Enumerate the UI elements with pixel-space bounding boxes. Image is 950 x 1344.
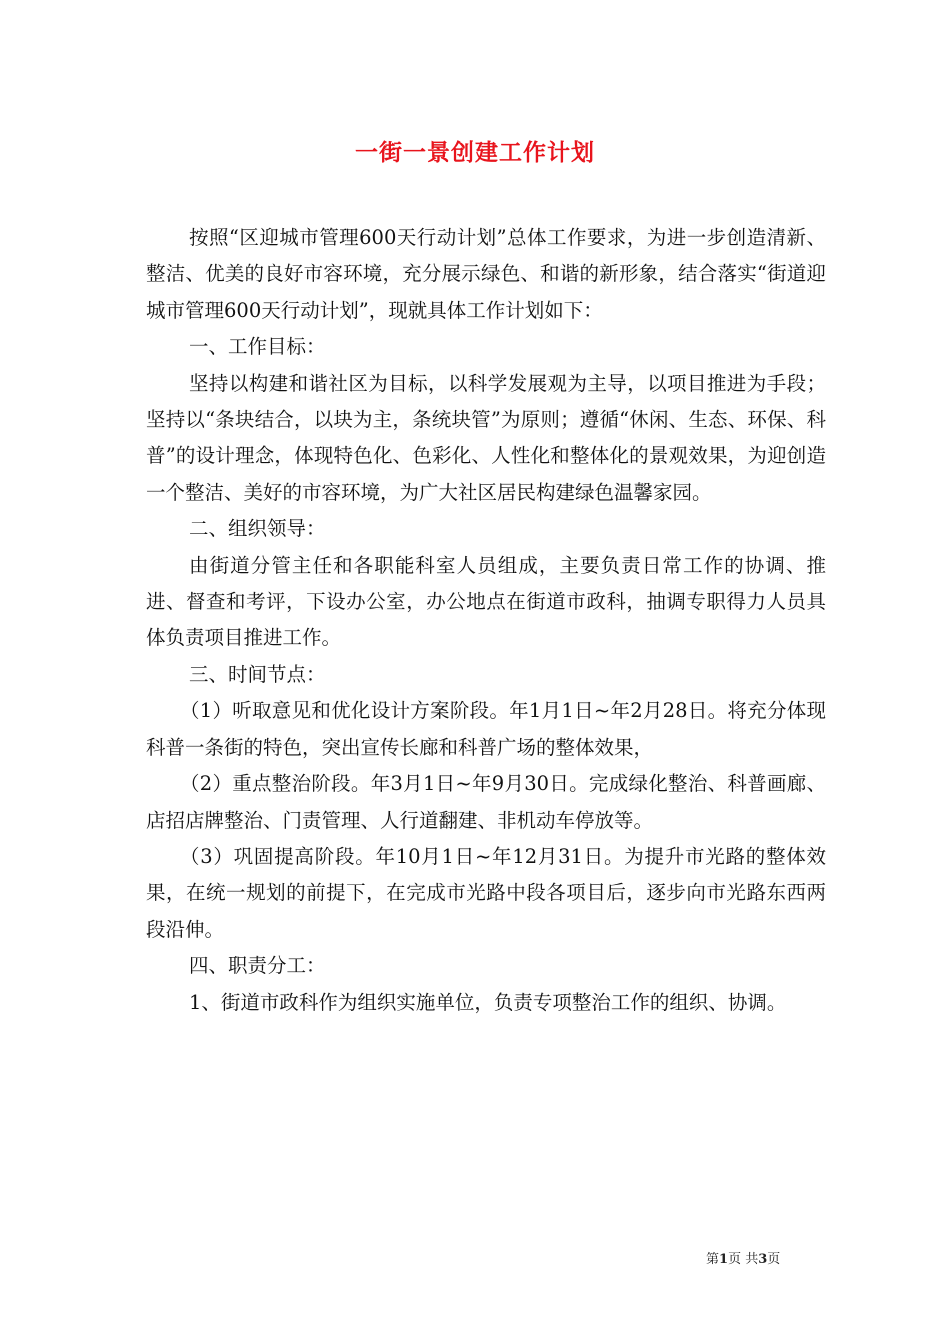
footer-suffix: 页 <box>767 1252 781 1267</box>
responsibility-item-1: 1、街道市政科作为组织实施单位，负责专项整治工作的组织、协调。 <box>189 990 787 1014</box>
goals-paragraph: 坚持以构建和谐社区为目标，以科学发展观为主导，以项目推进为手段；坚持以“条块结合，以块为主，条统块管”为原则；遵循“休闲、生态、环保、科普”的设计理念，体现特色化、色彩化、人性化和整体化的景观效果，为迎创造一个整洁、美好的市容环境，为广大社区居民构建绿色温馨家园。 <box>146 371 826 504</box>
section-heading-organization: 二、组织领导： <box>189 517 326 541</box>
page-number-footer <box>706 1248 780 1267</box>
document-title: 一街一景创建工作计划 <box>355 139 595 166</box>
timeline-phase-1: （1）听取意见和优化设计方案阶段。年1月1日~年2月28日。将充分体现科普一条街的特色，突出宣传长廊和科普广场的整体效果， <box>146 699 826 759</box>
footer-middle: 页 共 <box>728 1252 759 1267</box>
section-heading-timeline: 三、时间节点： <box>189 662 326 686</box>
section-heading-goals: 一、工作目标： <box>189 335 326 359</box>
timeline-phase-3: （3）巩固提高阶段。年10月1日~年12月31日。为提升市光路的整体效果，在统一规划的前提下，在完成市光路中段各项目后，逐步向市光路东西两段沿伸。 <box>146 844 826 941</box>
intro-paragraph: 按照“区迎城市管理600天行动计划”总体工作要求，为进一步创造清新、整洁、优美的良好市容环境，充分展示绿色、和谐的新形象，结合落实“街道迎城市管理600天行动计划”，现就具体工作计划如下： <box>146 226 826 322</box>
document-body <box>146 220 826 1021</box>
organization-paragraph: 由街道分管主任和各职能科室人员组成，主要负责日常工作的协调、推进、督查和考评，下设办公室，办公地点在街道市政科，抽调专职得力人员具体负责项目推进工作。 <box>146 553 826 650</box>
footer-current-page: 1 <box>719 1252 729 1267</box>
timeline-phase-2: （2）重点整治阶段。年3月1日~年9月30日。完成绿化整治、科普画廊、店招店牌整治、门责管理、人行道翻建、非机动车停放等。 <box>146 772 826 832</box>
section-heading-responsibilities: 四、职责分工： <box>189 954 326 978</box>
footer-total-pages: 3 <box>758 1252 768 1267</box>
footer-prefix: 第 <box>706 1252 720 1267</box>
